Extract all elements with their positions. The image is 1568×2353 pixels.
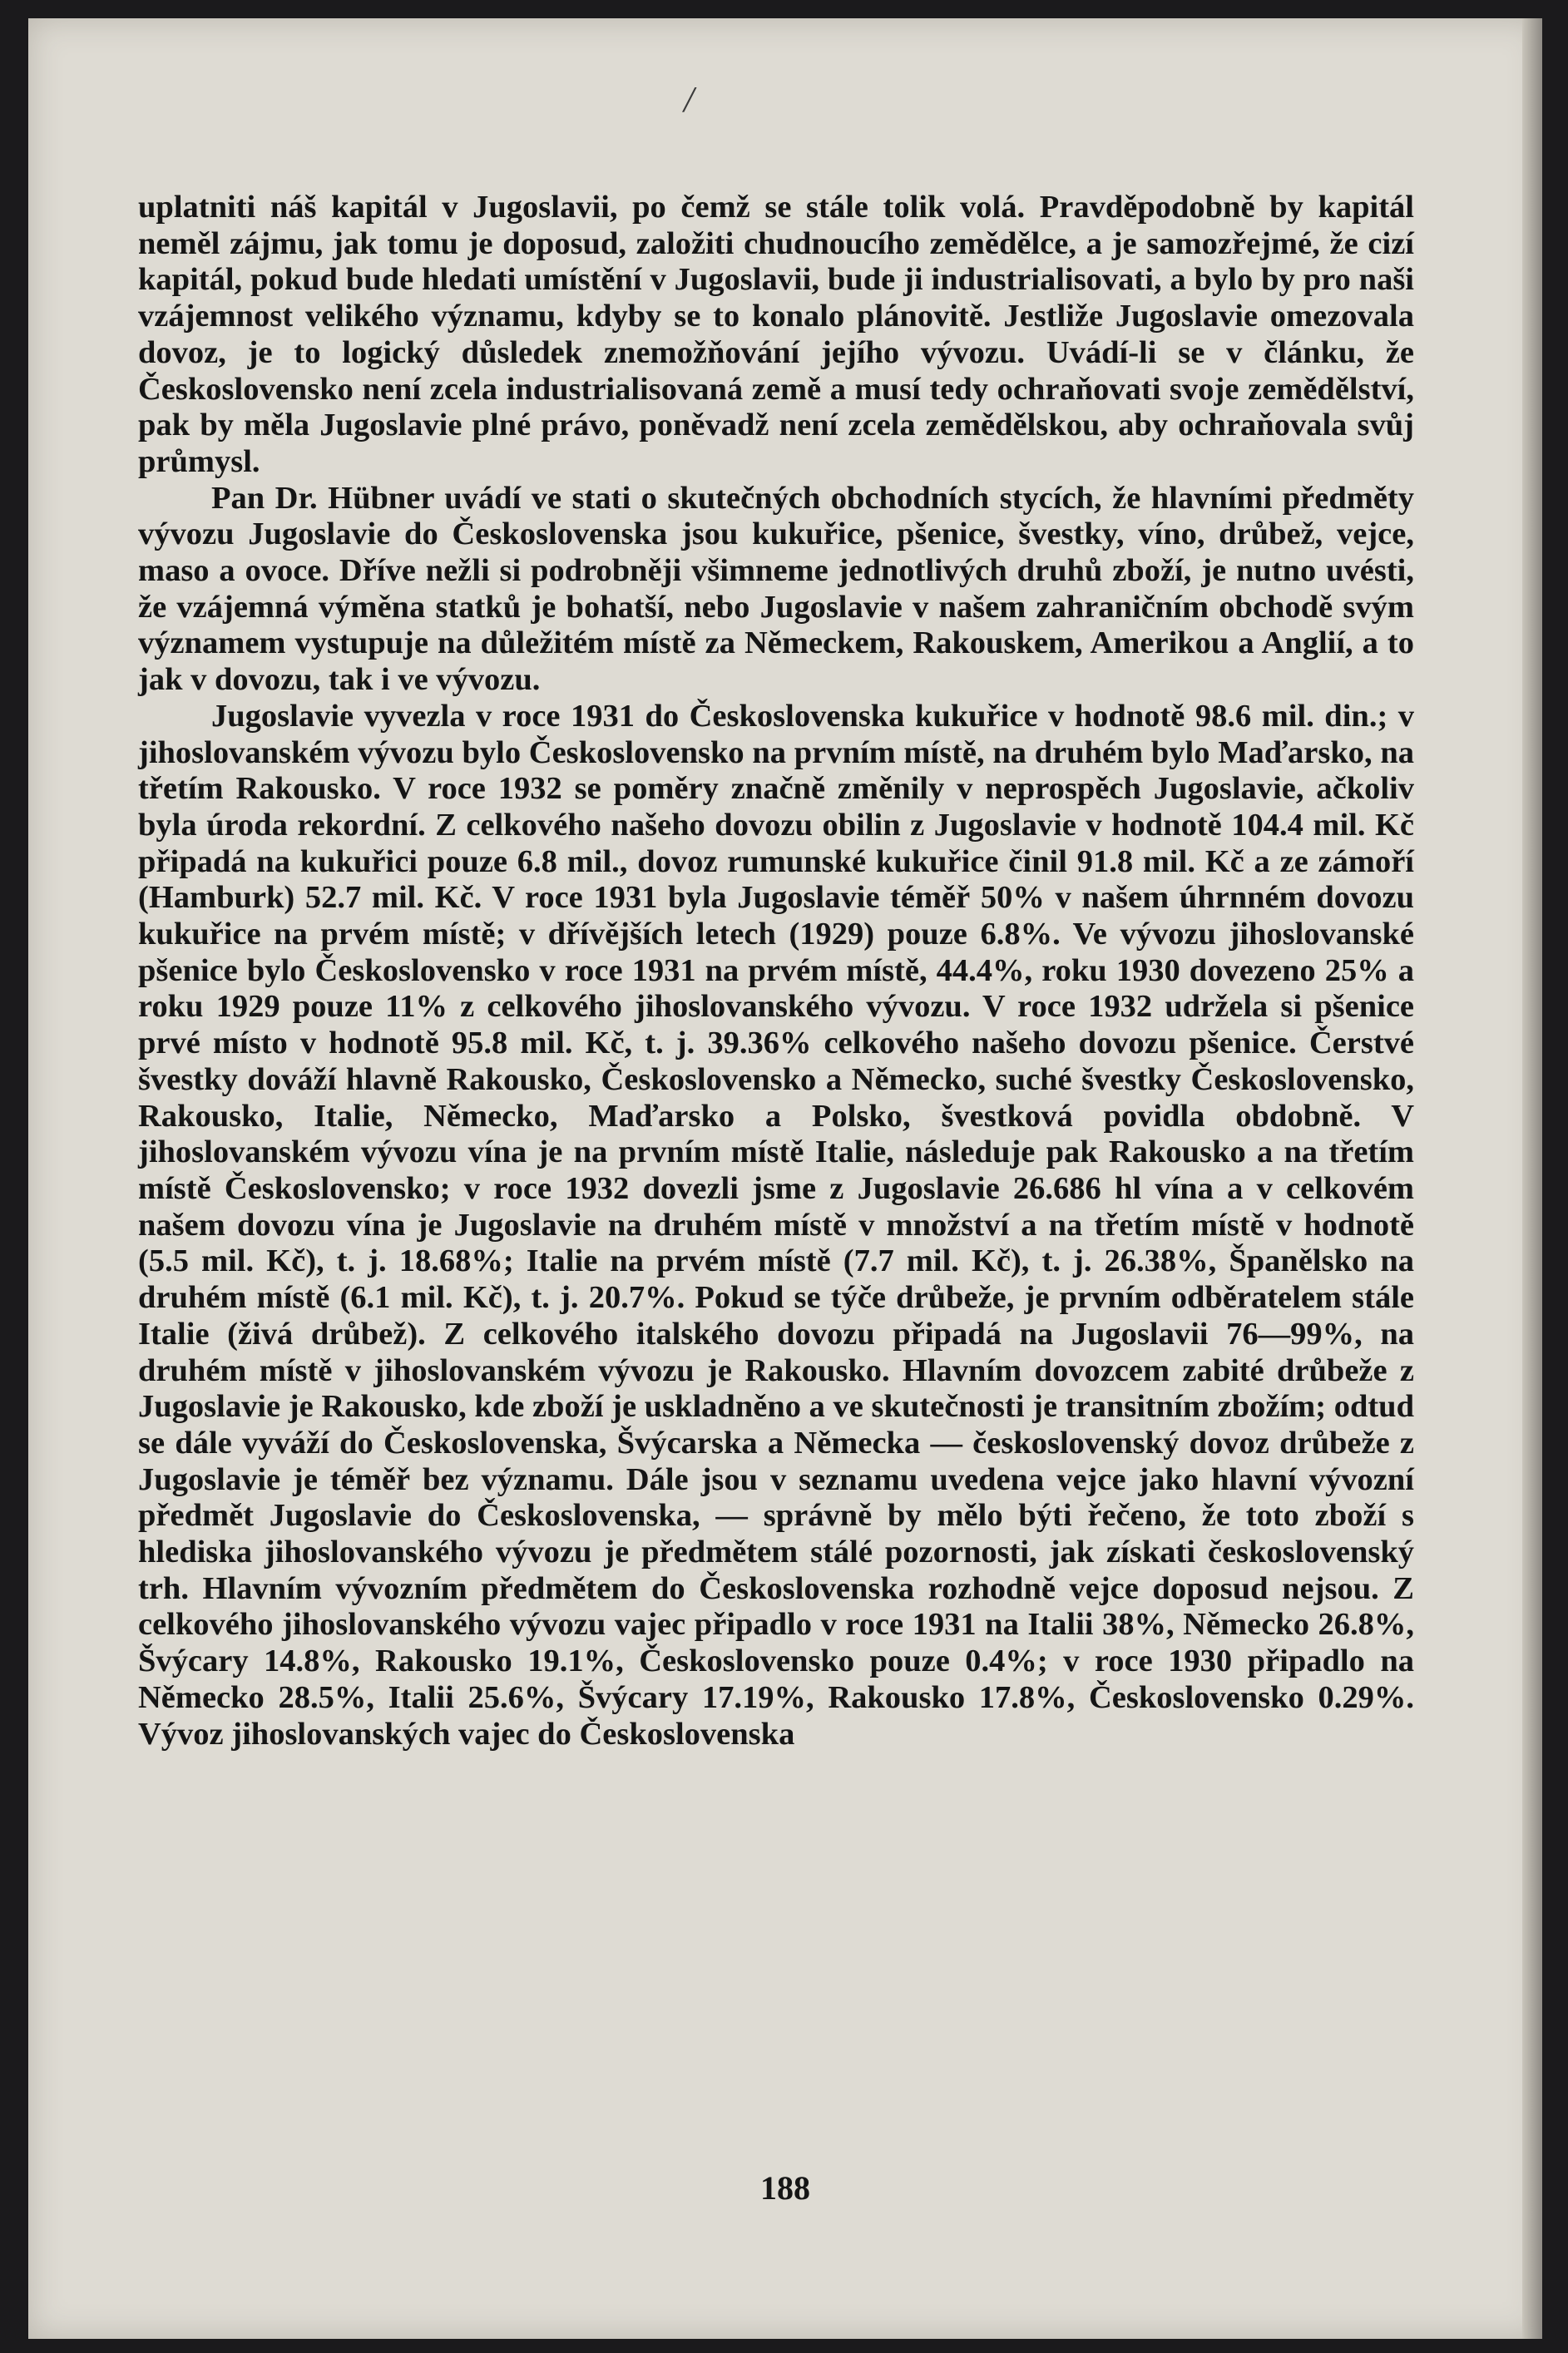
book-page [28,18,1542,2339]
paragraph-3: Jugoslavie vyvezla v roce 1931 do Československa kukuřice v hodnotě 98.6 mil. din.; v jihoslovanském vývozu bylo Československo na prvním místě, na druhém bylo Maďarsko, na třetím Rakousko. V roce 1932 se poměry značně změnily v neprospěch Jugoslavie, ačkoliv byla úroda rekordní. Z celkového našeho dovozu obilin z Jugoslavie v hodnotě 104.4 mil. Kč připadá na kukuřici pouze 6.8 mil., dovoz rumunské kukuřice činil 91.8 mil. Kč a ze zámoří (Hamburk) 52.7 mil. Kč. V roce 1931 byla Jugoslavie téměř 50% v našem úhrnném dovozu kukuřice na prvém místě; v dřívějších letech (1929) pouze 6.8%. Ve vývozu jihoslovanské pšenice bylo Československo v roce 1931 na prvém místě, 44.4%, roku 1930 dovezeno 25% a roku 1929 pouze 11% z celkového jihoslovanského vývozu. V roce 1932 udržela si pšenice prvé místo v hodnotě 95.8 mil. Kč, t. j. 39.36% celkového našeho dovozu pšenice. Čerstvé švestky dováží hlavně Rakousko, Československo a Německo, suché švestky Československo, Rakousko, Italie, Německo, Maďarsko a Polsko, švestková povidla obdobně. V jihoslovanském vývozu vína je na prvním místě Italie, následuje pak Rakousko a na třetím místě Československo; v roce 1932 dovezli jsme z Jugoslavie 26.686 hl vína a v celkovém našem dovozu vína je Jugoslavie na druhém místě v množství a na třetím místě v hodnotě (5.5 mil. Kč), t. j. 18.68%; Italie na prvém místě (7.7 mil. Kč), t. j. 26.38%, Španělsko na druhém místě (6.1 mil. Kč), t. j. 20.7%. Pokud se týče drůbeže, je prvním odběratelem stále Italie (živá drůbež). Z celkového italského dovozu připadá na Jugoslavii 76—99%, na druhém místě v jihoslovanském vývozu je Rakousko. Hlavním dovozcem zabité drůbeže z Jugoslavie je Rakousko, kde zboží je uskladněno a ve skutečnosti je transitním zbožím; odtud se dále vyváží do Československa, Švýcarska a Německa — československý dovoz drůbeže z Jugoslavie je téměř bez významu. Dále jsou v seznamu uvedena vejce jako hlavní vývozní předmět Jugoslavie do Československa, — správně by mělo býti řečeno, že toto zboží s hlediska jihoslovanského vývozu je předmětem stálé pozornosti, jak získati československý trh. Hlavním vývozním předmětem do Československa rozhodně vejce doposud nejsou. Z celkového jihoslovanského vývozu vajec připadlo v roce 1931 na Italii 38%, Německo 26.8%, Švýcary 14.8%, Rakousko 19.1%, Československo pouze 0.4%; v roce 1930 připadlo na Německo 28.5%, Italii 25.6%, Švýcary 17.19%, Rakousko 17.8%, Československo 0.29%. Vývoz jihoslovanských vajec do Československa [138,698,1414,1752]
page-number: 188 [760,2169,810,2207]
stray-pen-mark: / [684,79,695,120]
paragraph-2: Pan Dr. Hübner uvádí ve stati o skutečných obchodních stycích, že hlavními předměty vývozu Jugoslavie do Československa jsou kukuřice, pšenice, švestky, víno, drůbež, vejce, maso a ovoce. Dříve nežli si podrobněji všimneme jednotlivých druhů zboží, je nutno uvésti, že vzájemná výměna statků je bohatší, nebo Jugoslavie v našem zahraničním obchodě svým významem vystupuje na důležitém místě za Německem, Rakouskem, Amerikou a Anglií, a to jak v dovozu, tak i ve vývozu. [138,480,1414,698]
page-binding-edge [1522,18,1542,2339]
body-text [138,190,1414,1752]
paragraph-1: uplatniti náš kapitál v Jugoslavii, po čemž se stále tolik volá. Pravděpodobně by kapitál neměl zájmu, jak tomu je doposud, založiti chudnoucího zemědělce, a je samozřejmé, že cizí kapitál, pokud bude hledati umístění v Jugoslavii, bude ji industrialisovati, a bylo by pro naši vzájemnost velikého významu, kdyby se to konalo plánovitě. Jestliže Jugoslavie omezovala dovoz, je to logický důsledek znemožňování jejího vývozu. Uvádí-li se v článku, že Československo není zcela industrialisovaná země a musí tedy ochraňovati svoje zemědělství, pak by měla Jugoslavie plné právo, poněvadž není zcela zemědělskou, aby ochraňovala svůj průmysl. [138,190,1414,479]
